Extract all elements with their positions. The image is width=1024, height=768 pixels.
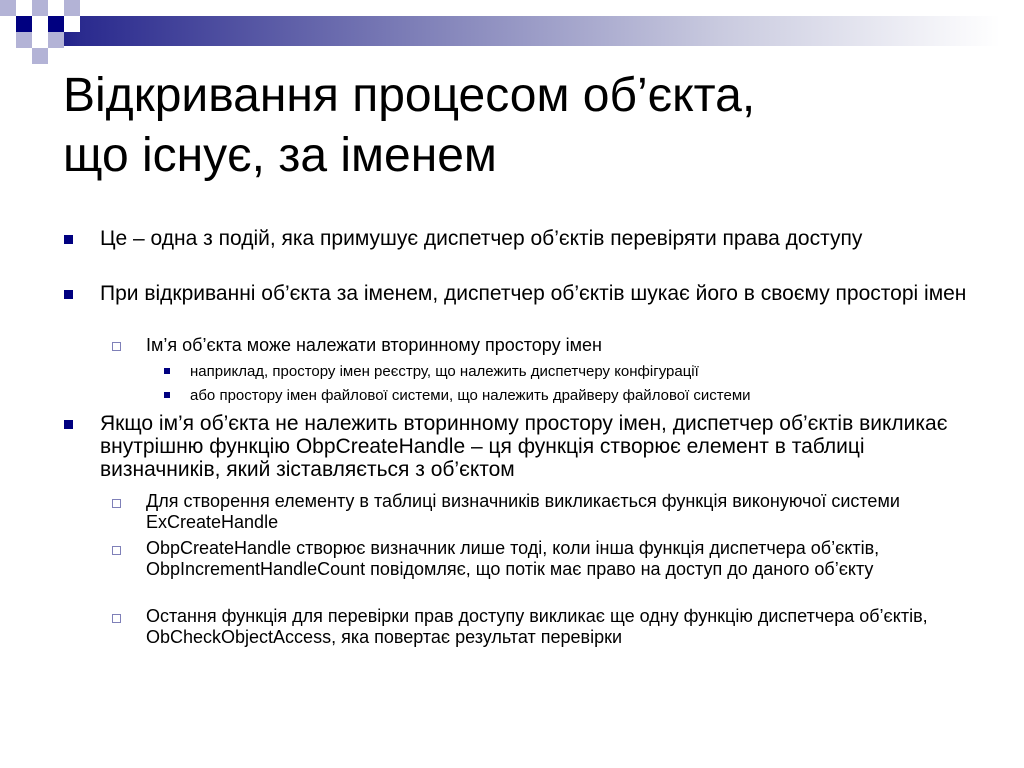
corner-square [32, 0, 48, 16]
title-bar-gradient [0, 16, 1024, 46]
small-square-bullet-icon [164, 368, 170, 374]
corner-square [48, 32, 64, 48]
corner-square [0, 32, 16, 48]
corner-square [0, 16, 16, 32]
square-bullet-icon [64, 420, 73, 429]
hollow-square-bullet-icon [112, 546, 121, 555]
corner-square [0, 0, 16, 16]
corner-square [64, 16, 80, 32]
sub-bullet-item: Остання функція для перевірки прав доступу викликає ще одну функцію диспетчера об’єктів, ObCheckObjectAccess, яка повертає результат перевірки [146, 606, 928, 647]
corner-square [32, 32, 48, 48]
hollow-square-bullet-icon [112, 499, 121, 508]
slide-title [63, 66, 963, 186]
sub-bullet-item: ObpCreateHandle створює визначник лише тоді, коли інша функція диспетчера об’єктів, ObpIncrementHandleCount повідомляє, що потік має право на доступ до даного об’єкту [146, 538, 880, 579]
hollow-square-bullet-icon [112, 614, 121, 623]
square-bullet-icon [64, 290, 73, 299]
sub-sub-bullet-item: або простору імен файлової системи, що належить драйверу файлової системи [190, 387, 751, 404]
corner-square [64, 0, 80, 16]
sub-bullet-item: Для створення елементу в таблиці визначників викликається функція виконуючої системи ExCreateHandle [146, 491, 900, 532]
hollow-square-bullet-icon [112, 342, 121, 351]
bullet-item: При відкриванні об’єкта за іменем, диспетчер об’єктів шукає його в своєму просторі імен [100, 282, 967, 305]
corner-square [32, 16, 48, 32]
corner-square [16, 0, 32, 16]
slide-title-line: що існує, за іменем [63, 129, 497, 182]
bullet-item: Якщо ім’я об’єкта не належить вторинному простору імен, диспетчер об’єктів викликає внутрішню функцію ObpCreateHandle – ця функція створює елемент в таблиці визначників, який зіставляється з об’єктом [100, 412, 948, 481]
corner-square [32, 48, 48, 64]
small-square-bullet-icon [164, 392, 170, 398]
corner-square [16, 16, 32, 32]
sub-sub-bullet-item: наприклад, простору імен реєстру, що належить диспетчеру конфігурації [190, 363, 699, 380]
slide-title-line: Відкривання процесом об’єкта, [63, 69, 756, 122]
sub-bullet-item: Ім’я об’єкта може належати вторинному простору імен [146, 335, 602, 355]
corner-square [48, 16, 64, 32]
bullet-item: Це – одна з подій, яка примушує диспетчер об’єктів перевіряти права доступу [100, 227, 863, 250]
square-bullet-icon [64, 235, 73, 244]
corner-square [48, 0, 64, 16]
corner-square [16, 32, 32, 48]
